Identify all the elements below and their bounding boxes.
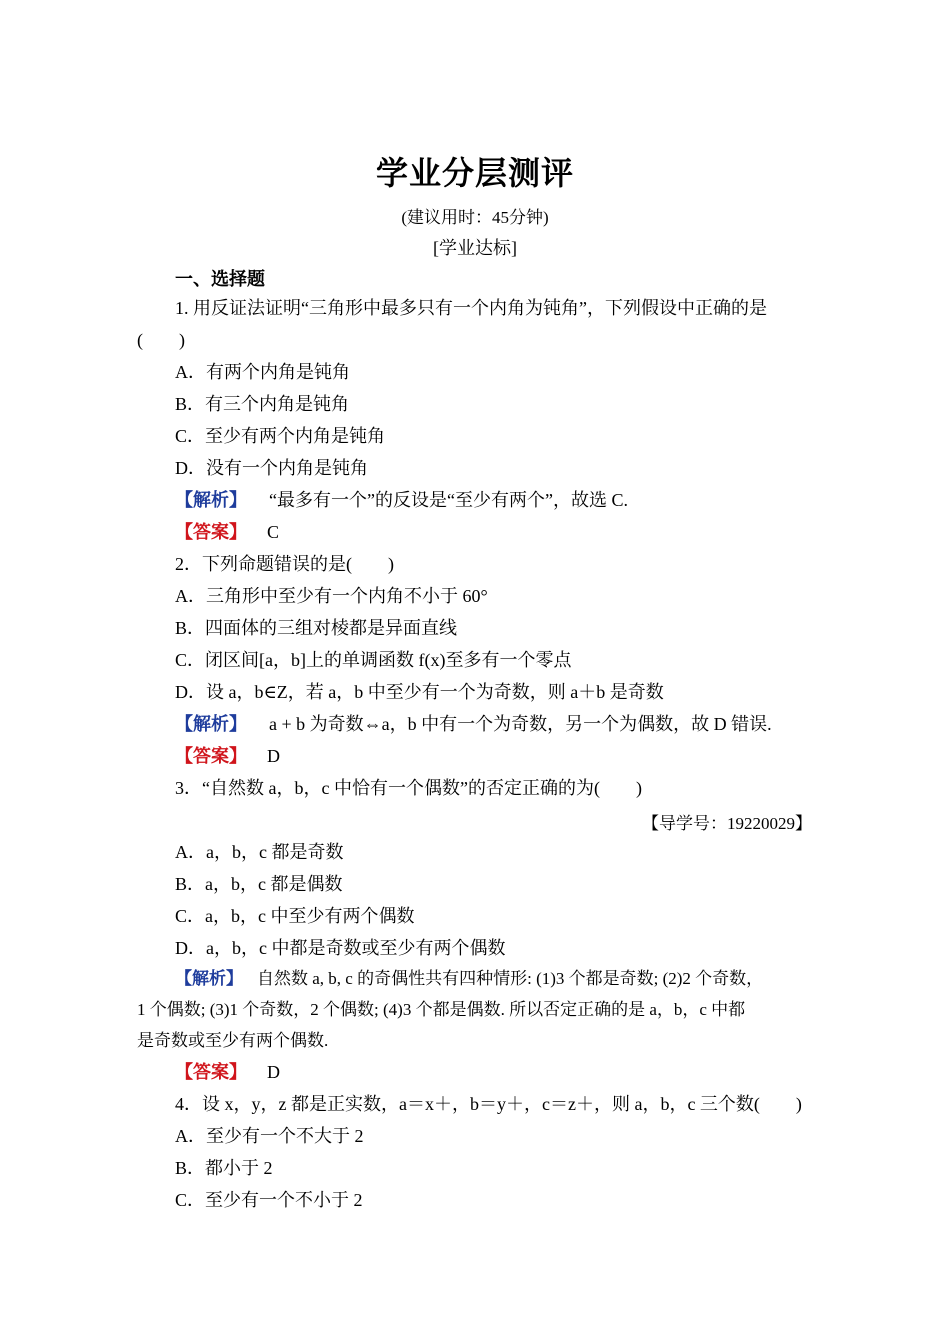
q4-option-b: B．都小于 2 (175, 1158, 273, 1178)
suggested-time: (建议用时：45分钟) (401, 208, 549, 227)
answer-label: 【答案】 (175, 746, 247, 766)
guide-number: 【导学号：19220029】 (642, 814, 812, 833)
q1-analysis-text: “最多有一个”的反设是“至少有两个”，故选 C. (269, 490, 628, 510)
q3-analysis-text-1: 自然数 a, b, c 的奇偶性共有四种情形: (1)3 个都是奇数; (2)2 个奇数， (257, 969, 764, 988)
q1-analysis (175, 489, 628, 511)
q2-analysis (175, 713, 772, 735)
q1-option-b: B．有三个内角是钝角 (175, 394, 350, 414)
q2-answer (175, 745, 280, 767)
q3-option-a: A．a，b，c 都是奇数 (175, 842, 344, 862)
q2-answer-value: D (267, 746, 280, 766)
analysis-label: 【解析】 (175, 969, 243, 988)
q1-option-a: A．有两个内角是钝角 (175, 362, 350, 382)
q4-option-c: C．至少有一个不小于 2 (175, 1190, 363, 1210)
q1-stem: 1. 用反证法证明“三角形中最多只有一个内角为钝角”，下列假设中正确的是 (175, 298, 767, 318)
page-title: 学业分层测评 (375, 155, 574, 191)
q3-option-d: D．a，b，c 中都是奇数或至少有两个偶数 (175, 938, 506, 958)
q3-option-b: B．a，b，c 都是偶数 (175, 874, 343, 894)
q2-option-b: B．四面体的三组对棱都是异面直线 (175, 618, 458, 638)
q1-option-c: C．至少有两个内角是钝角 (175, 426, 386, 446)
q2-option-c: C．闭区间[a，b]上的单调函数 f(x)至多有一个零点 (175, 650, 572, 670)
q1-answer-value: C (267, 522, 280, 542)
q3-option-c: C．a，b，c 中至少有两个偶数 (175, 906, 415, 926)
level-heading: [学业达标] (433, 238, 517, 258)
q2-stem: 2．下列命题错误的是( ) (175, 554, 394, 574)
q3-analysis-line3: 是奇数或至少有两个偶数. (137, 1031, 329, 1050)
section-heading: 一、选择题 (175, 269, 265, 289)
q1-option-d: D．没有一个内角是钝角 (175, 458, 368, 478)
q1-answer (175, 521, 279, 543)
q3-stem: 3．“自然数 a，b，c 中恰有一个偶数”的否定正确的为( ) (175, 778, 642, 798)
q2-analysis-text: a + b 为奇数⇔a，b 中有一个为奇数，另一个为偶数，故 D 错误. (269, 714, 772, 734)
analysis-label: 【解析】 (175, 490, 247, 510)
answer-label: 【答案】 (175, 1062, 247, 1082)
q1-stem-paren: ( ) (137, 330, 185, 350)
q2-option-a: A．三角形中至少有一个内角不小于 60° (175, 586, 488, 606)
analysis-label: 【解析】 (175, 714, 247, 734)
q3-answer (175, 1061, 280, 1083)
q4-option-a: A．至少有一个不大于 2 (175, 1126, 364, 1146)
q4-stem: 4．设 x，y，z 都是正实数，a＝x＋，b＝y＋，c＝z＋，则 a，b，c 三个数( ) (175, 1094, 802, 1114)
q3-analysis-line1 (175, 968, 763, 990)
answer-label: 【答案】 (175, 522, 247, 542)
q3-answer-value: D (267, 1062, 280, 1082)
q3-analysis-line2: 1 个偶数; (3)1 个奇数，2 个偶数; (4)3 个都是偶数. 所以否定正确的是 a，b，c 中都 (137, 1000, 746, 1019)
q2-option-d: D．设 a，b∈Z，若 a，b 中至少有一个为奇数，则 a＋b 是奇数 (175, 682, 664, 702)
